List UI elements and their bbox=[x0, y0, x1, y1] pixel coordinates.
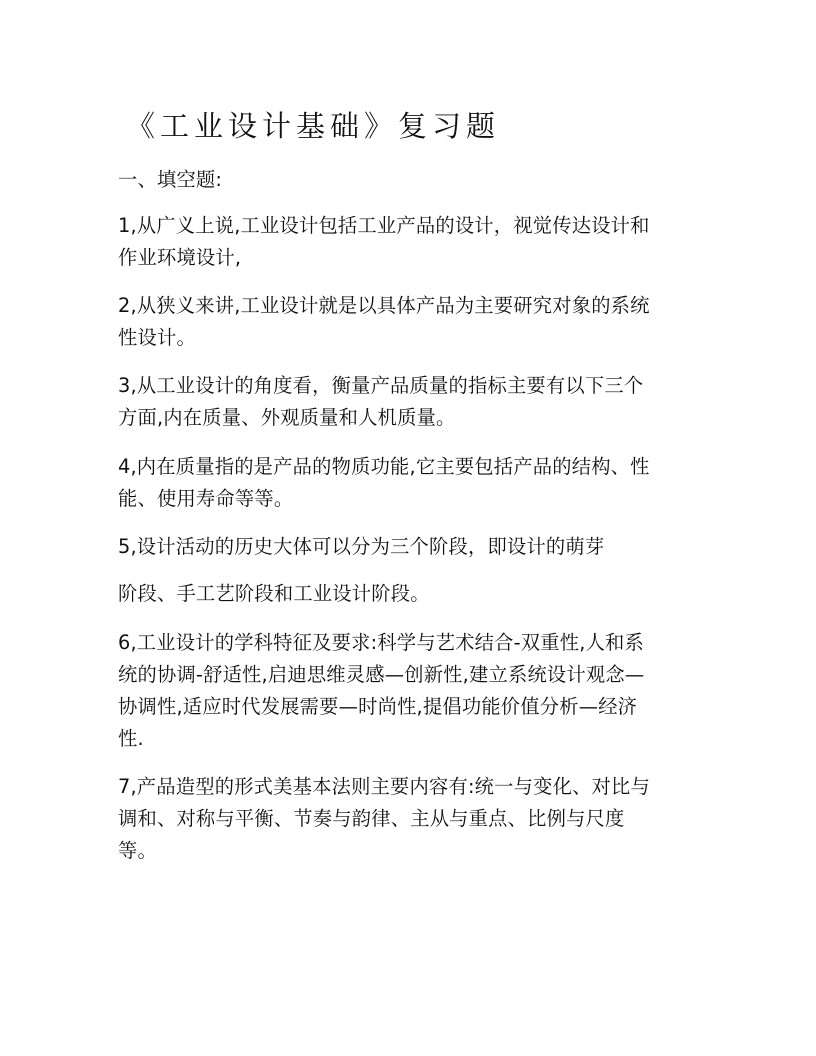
document-title: 《工业设计基础》复习题 bbox=[126, 109, 501, 143]
paragraph-line: 7,产品造型的形式美基本法则主要内容有:统一与变化、对比与 bbox=[118, 775, 651, 798]
paragraph-line: 性设计。 bbox=[118, 326, 196, 349]
paragraph-line: 等。 bbox=[118, 839, 157, 862]
paragraph-line: 4,内在质量指的是产品的物质功能,它主要包括产品的结构、性 bbox=[118, 455, 650, 478]
paragraph-line: 作业环境设计, bbox=[118, 246, 242, 269]
paragraph-line: 5,设计活动的历史大体可以分为三个阶段，即设计的萌芽 bbox=[118, 535, 605, 558]
paragraph-line: 协调性,适应时代发展需要—时尚性,提倡功能价值分析—经济 bbox=[118, 695, 638, 718]
paragraph-line: 能、使用寿命等等。 bbox=[118, 487, 294, 510]
paragraph-line: 3,从工业设计的角度看，衡量产品质量的指标主要有以下三个 bbox=[118, 374, 644, 397]
paragraph-line: 方面,内在质量、外观质量和人机质量。 bbox=[118, 406, 456, 429]
paragraph-line: 统的协调-舒适性,启迪思维灵感—创新性,建立系统设计观念— bbox=[118, 663, 645, 686]
paragraph-line: 调和、对称与平衡、节奏与韵律、主从与重点、比例与尺度 bbox=[118, 807, 625, 830]
paragraph-line: 6,工业设计的学科特征及要求:科学与艺术结合-双重性,人和系 bbox=[118, 631, 645, 654]
paragraph-line: 阶段、手工艺阶段和工业设计阶段。 bbox=[118, 582, 430, 605]
paragraph-line: 性. bbox=[118, 727, 144, 750]
paragraph-line: 2,从狭义来讲,工业设计就是以具体产品为主要研究对象的系统 bbox=[118, 294, 650, 317]
paragraph-line: 1,从广义上说,工业设计包括工业产品的设计，视觉传达设计和 bbox=[118, 214, 650, 237]
section-heading: 一、填空题: bbox=[118, 168, 223, 191]
